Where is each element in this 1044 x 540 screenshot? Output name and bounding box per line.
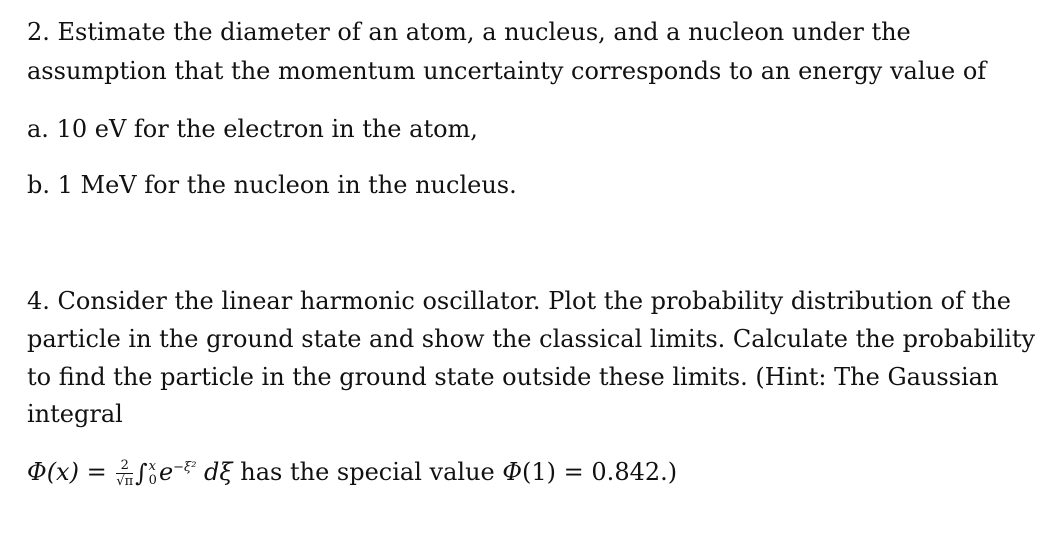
problem-4-line-4: integral xyxy=(27,400,123,428)
problem-4-line-3: to find the particle in the ground state outside these limits. (Hint: The Gaussian xyxy=(27,363,999,391)
formula-value-equals: = 0.842.) xyxy=(556,458,678,486)
gaussian-integral-formula xyxy=(27,458,677,494)
integral-limits xyxy=(149,460,157,488)
formula-lhs-argument: (x) xyxy=(46,458,79,486)
problem-4-line-2: particle in the ground state and show the classical limits. Calculate the probability xyxy=(27,325,1036,353)
formula-differential: dξ xyxy=(196,458,233,486)
problem-2-item-b: b. 1 MeV for the nucleon in the nucleus. xyxy=(27,171,517,199)
formula-value-argument: (1) xyxy=(522,458,557,486)
formula-equals: = xyxy=(78,458,115,486)
problem-2-line-1: 2. Estimate the diameter of an atom, a nucleus, and a nucleon under the xyxy=(27,18,911,46)
integrand-base: e xyxy=(158,458,174,486)
integral-lower-limit: 0 xyxy=(148,473,157,489)
fraction-numerator: 2 xyxy=(116,459,133,474)
fraction-denominator: √π xyxy=(116,474,134,489)
problem-2-item-a: a. 10 eV for the electron in the atom, xyxy=(27,115,478,143)
formula-lhs-function: Φ xyxy=(27,458,47,486)
problem-2-line-2: assumption that the momentum uncertainty corresponds to an energy value of xyxy=(27,57,987,85)
integral-upper-limit: x xyxy=(148,459,157,475)
problem-4-line-1: 4. Consider the linear harmonic oscillator. Plot the probability distribution of the xyxy=(27,287,1011,315)
integral-symbol: ∫ xyxy=(135,458,148,487)
integral-sign xyxy=(135,459,157,489)
formula-value-function: Φ xyxy=(502,458,523,486)
formula-text: has the special value xyxy=(232,458,503,486)
formula-fraction xyxy=(116,459,133,488)
integrand-exponent: −ξ² xyxy=(173,460,197,475)
